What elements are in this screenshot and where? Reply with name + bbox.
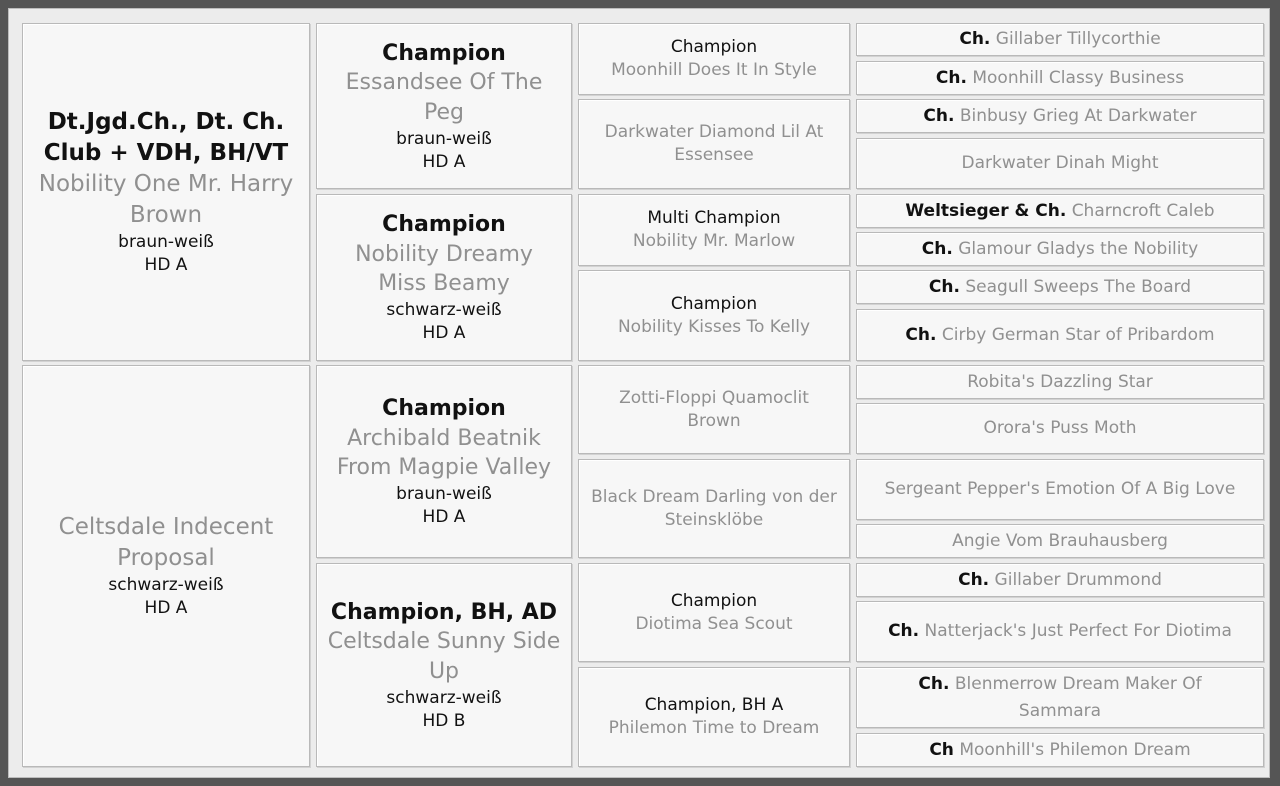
dog-name: Black Dream Darling von der Steinsklöbe [591,486,837,530]
ancestor-entry [983,415,1136,441]
ancestor-entry [880,671,1240,724]
dog-name: Archibald Beatnik From Magpie Valley [336,425,552,481]
sire-titles: Dt.Jgd.Ch., Dt. Ch. Club + VDH, BH/VT [43,108,289,167]
pedigree-cell-sire [22,23,310,361]
ancestor-name: Charncroft Caleb [1071,200,1215,221]
dog-name: Philemon Time to Dream [608,718,820,738]
ancestor-name: Moonhill Classy Business [972,67,1185,88]
ancestor-entry [952,528,1168,554]
pedigree-cell-ancestor [856,365,1264,399]
pedigree-cell-ancestor [856,61,1264,95]
dog-hd: HD A [422,151,466,172]
ancestor-name: Gillaber Drummond [994,569,1162,590]
pedigree-cell-ancestor [856,524,1264,558]
ancestor-titles: Ch. [921,238,953,259]
ancestor-entry [959,26,1160,52]
sire-name: Nobility One Mr. Harry Brown [38,171,294,229]
pedigree-cell-ancestor [856,270,1264,304]
ancestor-titles: Ch. [918,674,950,695]
pedigree-table [8,8,1270,778]
dog-titles: Champion [382,40,506,66]
dam-name: Celtsdale Indecent Proposal [58,514,274,572]
ancestor-name: Robita's Dazzling Star [967,371,1153,392]
dog-titles: Champion [382,396,506,422]
ancestor-entry [905,198,1214,224]
ancestor-entry [922,236,1198,262]
pedigree-cell-great-grandparent [578,563,850,662]
ancestor-titles: Ch. [959,29,991,50]
ancestor-titles: Ch. [905,324,937,345]
sire-hd: HD A [144,255,188,276]
ancestor-titles: Ch [929,739,954,760]
ancestor-name: Blenmerrow Dream Maker Of Sammara [954,674,1202,721]
pedigree-cell-great-grandparent [578,194,850,266]
pedigree-cell-grandparent [316,365,572,558]
dog-hd: HD B [422,710,466,731]
dog-name: Nobility Mr. Marlow [632,231,796,251]
dog-titles: Champion [670,37,758,58]
ancestor-name: Darkwater Dinah Might [961,153,1159,174]
ancestor-entry [958,567,1162,593]
dog-hd: HD A [422,507,466,528]
ancestor-name: Binbusy Grieg At Darkwater [959,105,1197,126]
pedigree-cell-ancestor [856,459,1264,520]
dog-name: Darkwater Diamond Lil At Essensee [604,122,824,165]
pedigree-cell-dam [22,365,310,767]
ancestor-titles: Ch. [935,67,967,88]
ancestor-entry [962,150,1159,176]
ancestor-titles: Weltsieger & Ch. [905,200,1067,221]
dog-titles: Champion [382,212,506,238]
dog-name: Zotti-Floppi Quamoclit Brown [619,387,809,431]
dog-hd: HD A [422,323,466,344]
pedigree-cell-ancestor [856,601,1264,662]
ancestor-entry [885,476,1236,502]
pedigree-cell-great-grandparent [578,459,850,558]
pedigree-cell-grandparent [316,23,572,189]
dog-name: Moonhill Does It In Style [611,60,817,80]
ancestor-name: Sergeant Pepper's Emotion Of A Big Love [884,479,1236,500]
pedigree-cell-ancestor [856,403,1264,454]
ancestor-titles: Ch. [928,276,960,297]
dog-name: Nobility Dreamy Miss Beamy [355,241,533,297]
dog-name: Diotima Sea Scout [635,613,793,634]
dog-name: Celtsdale Sunny Side Up [327,629,561,684]
pedigree-cell-ancestor [856,138,1264,189]
dog-color: schwarz-weiß [386,687,502,708]
dam-hd: HD A [144,598,188,619]
ancestor-entry [905,322,1214,348]
dog-titles: Multi Champion [647,208,781,229]
ancestor-name: Angie Vom Brauhausberg [952,530,1168,551]
pedigree-cell-ancestor [856,194,1264,228]
ancestor-entry [888,618,1232,644]
sire-color: braun-weiß [118,232,214,253]
ancestor-name: Seagull Sweeps The Board [965,276,1192,297]
pedigree-cell-ancestor [856,667,1264,728]
dog-color: schwarz-weiß [386,300,502,321]
pedigree-cell-ancestor [856,232,1264,266]
pedigree-cell-great-grandparent [578,23,850,95]
pedigree-cell-ancestor [856,563,1264,597]
pedigree-cell-grandparent [316,563,572,767]
dog-name: Nobility Kisses To Kelly [617,316,811,337]
dog-titles: Champion [670,590,758,611]
ancestor-entry [929,737,1190,763]
dam-color: schwarz-weiß [108,575,224,596]
ancestor-entry [936,65,1184,91]
ancestor-titles: Ch. [958,569,990,590]
pedigree-cell-great-grandparent [578,99,850,189]
ancestor-name: Glamour Gladys the Nobility [958,238,1199,259]
pedigree-cell-grandparent [316,194,572,361]
ancestor-entry [929,274,1191,300]
pedigree-cell-ancestor [856,733,1264,767]
pedigree-cell-great-grandparent [578,667,850,767]
pedigree-cell-great-grandparent [578,270,850,361]
ancestor-name: Gillaber Tillycorthie [995,29,1161,50]
ancestor-name: Moonhill's Philemon Dream [959,739,1191,760]
ancestor-titles: Ch. [888,621,920,642]
ancestor-entry [923,103,1196,129]
dog-color: braun-weiß [396,128,492,149]
ancestor-name: Orora's Puss Moth [983,418,1137,439]
pedigree-cell-ancestor [856,23,1264,56]
ancestor-entry [967,369,1153,395]
ancestor-titles: Ch. [923,105,955,126]
ancestor-name: Natterjack's Just Perfect For Diotima [924,621,1232,642]
pedigree-cell-ancestor [856,309,1264,361]
dog-titles: Champion [670,293,758,314]
dog-color: braun-weiß [396,484,492,505]
pedigree-cell-great-grandparent [578,365,850,454]
ancestor-name: Cirby German Star of Pribardom [941,324,1215,345]
dog-titles: Champion, BH A [644,695,784,716]
dog-name: Essandsee Of The Peg [345,70,543,125]
pedigree-cell-ancestor [856,99,1264,133]
dog-titles: Champion, BH, AD [330,599,558,625]
